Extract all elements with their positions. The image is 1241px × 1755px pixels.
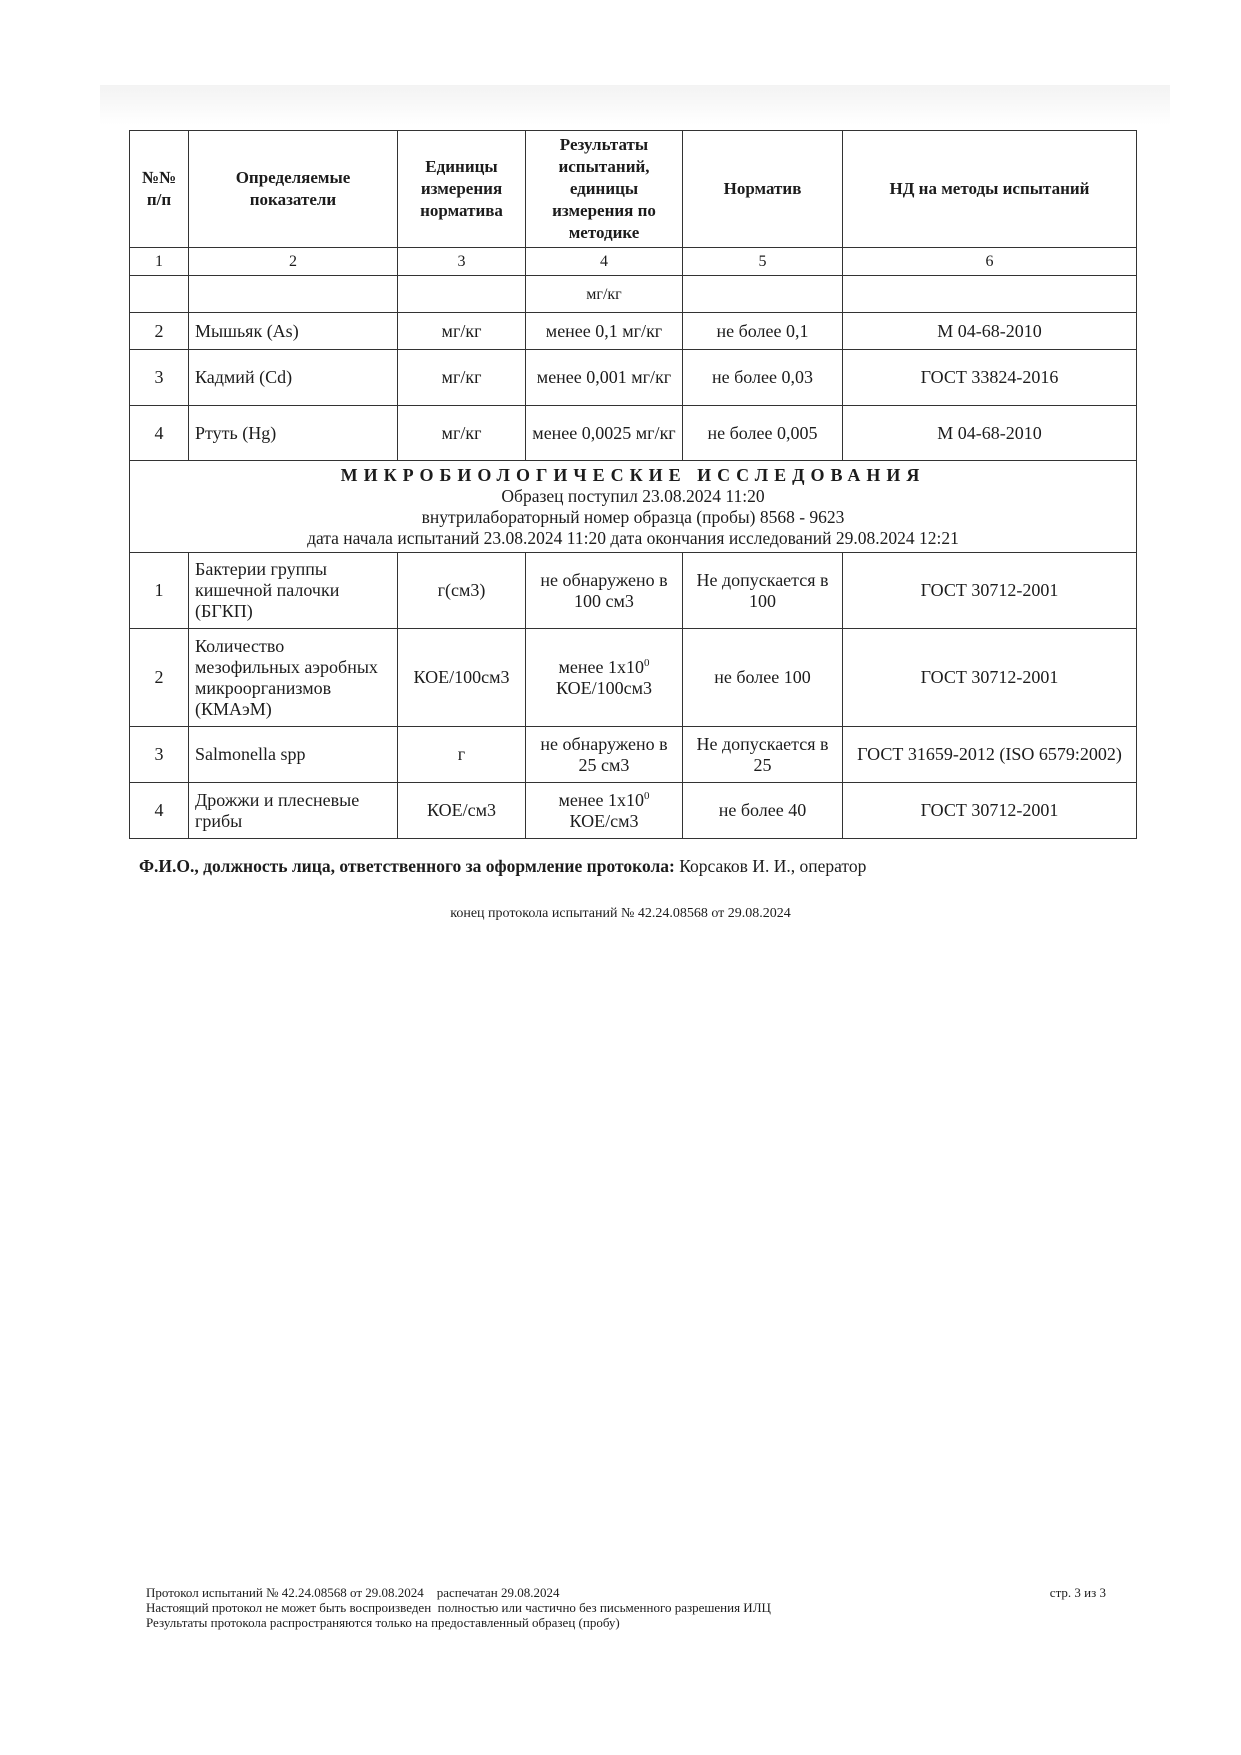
result-unit: КОЕ/100см3 bbox=[556, 677, 652, 698]
table-row bbox=[130, 553, 1137, 629]
column-number-row bbox=[130, 248, 1137, 276]
table-row bbox=[130, 350, 1137, 406]
row-result: не обнаружено в 100 см3 bbox=[526, 553, 683, 629]
table-row bbox=[130, 406, 1137, 461]
row-num: 4 bbox=[130, 783, 189, 839]
footer-scope-note: Результаты протокола распространяются только на предоставленный образец (пробу) bbox=[146, 1615, 620, 1630]
result-text: менее 1x10 bbox=[558, 656, 644, 677]
results-table bbox=[129, 130, 1137, 839]
result-exponent: 0 bbox=[644, 789, 650, 802]
row-num: 2 bbox=[130, 313, 189, 350]
lab-number: внутрилабораторный номер образца (пробы) 8568 - 9623 bbox=[421, 507, 845, 527]
row-num: 2 bbox=[130, 629, 189, 727]
row-result: менее 0,001 мг/кг bbox=[526, 350, 683, 406]
row-indicator: Дрожжи и плесневые грибы bbox=[189, 783, 398, 839]
micro-section bbox=[130, 461, 1137, 553]
result-unit: КОЕ/см3 bbox=[569, 810, 639, 831]
row-norm: Не допускается в 25 bbox=[683, 727, 843, 783]
row-indicator: Бактерии группы кишечной палочки (БГКП) bbox=[189, 553, 398, 629]
sample-received: Образец поступил 23.08.2024 11:20 bbox=[501, 486, 765, 506]
unit-row-value: мг/кг bbox=[526, 276, 683, 313]
row-indicator: Мышьяк (As) bbox=[189, 313, 398, 350]
page-number: стр. 3 из 3 bbox=[1049, 1585, 1106, 1600]
column-number: 1 bbox=[130, 248, 189, 276]
row-method: ГОСТ 30712-2001 bbox=[843, 783, 1137, 839]
header-results: Результаты испытаний, единицы измерения по методике bbox=[526, 131, 683, 248]
row-method: М 04-68-2010 bbox=[843, 313, 1137, 350]
row-unit: г(см3) bbox=[398, 553, 526, 629]
row-unit: г bbox=[398, 727, 526, 783]
footer-reproduction-note: Настоящий протокол не может быть воспроизведен полностью или частично без письменного разрешения ИЛЦ bbox=[146, 1600, 771, 1615]
row-method: ГОСТ 31659-2012 (ISO 6579:2002) bbox=[843, 727, 1137, 783]
row-method: М 04-68-2010 bbox=[843, 406, 1137, 461]
row-unit: КОЕ/100см3 bbox=[398, 629, 526, 727]
table-row bbox=[130, 313, 1137, 350]
row-result bbox=[526, 629, 683, 727]
table-row bbox=[130, 727, 1137, 783]
row-result bbox=[526, 783, 683, 839]
header-indicator: Определяемые показатели bbox=[189, 131, 398, 248]
row-unit: мг/кг bbox=[398, 313, 526, 350]
responsible-label: Ф.И.О., должность лица, ответственного за оформление протокола: bbox=[139, 856, 675, 876]
row-norm: не более 0,03 bbox=[683, 350, 843, 406]
column-number: 2 bbox=[189, 248, 398, 276]
header-num: №№ п/п bbox=[130, 131, 189, 248]
scan-shade bbox=[100, 85, 1170, 125]
table-row bbox=[130, 629, 1137, 727]
row-indicator: Кадмий (Cd) bbox=[189, 350, 398, 406]
protocol-end-note: конец протокола испытаний № 42.24.08568 от 29.08.2024 bbox=[450, 906, 791, 921]
test-dates: дата начала испытаний 23.08.2024 11:20 дата окончания исследований 29.08.2024 12:21 bbox=[307, 528, 959, 548]
column-number: 6 bbox=[843, 248, 1137, 276]
page-footer bbox=[146, 1585, 1106, 1630]
header-units: Единицы измерения норматива bbox=[398, 131, 526, 248]
row-indicator: Количество мезофильных аэробных микроорганизмов (КМАэМ) bbox=[189, 629, 398, 727]
row-num: 4 bbox=[130, 406, 189, 461]
row-method: ГОСТ 33824-2016 bbox=[843, 350, 1137, 406]
header-norm: Норматив bbox=[683, 131, 843, 248]
row-num: 1 bbox=[130, 553, 189, 629]
result-exponent: 0 bbox=[644, 656, 650, 669]
row-norm: Не допускается в 100 bbox=[683, 553, 843, 629]
column-number: 5 bbox=[683, 248, 843, 276]
responsible-person bbox=[139, 856, 866, 877]
unit-row bbox=[130, 276, 1137, 313]
row-num: 3 bbox=[130, 350, 189, 406]
column-number: 3 bbox=[398, 248, 526, 276]
row-result: не обнаружено в 25 см3 bbox=[526, 727, 683, 783]
row-method: ГОСТ 30712-2001 bbox=[843, 629, 1137, 727]
responsible-value: Корсаков И. И., оператор bbox=[679, 856, 867, 876]
section-title: МИКРОБИОЛОГИЧЕСКИЕ ИССЛЕДОВАНИЯ bbox=[340, 465, 926, 485]
row-result: менее 0,1 мг/кг bbox=[526, 313, 683, 350]
row-unit: мг/кг bbox=[398, 406, 526, 461]
table-row bbox=[130, 783, 1137, 839]
column-number: 4 bbox=[526, 248, 683, 276]
table-header-row bbox=[130, 131, 1137, 248]
row-unit: мг/кг bbox=[398, 350, 526, 406]
result-text: менее 1x10 bbox=[558, 789, 644, 810]
footer-protocol-line: Протокол испытаний № 42.24.08568 от 29.08.2024 распечатан 29.08.2024 bbox=[146, 1585, 560, 1600]
row-method: ГОСТ 30712-2001 bbox=[843, 553, 1137, 629]
row-result: менее 0,0025 мг/кг bbox=[526, 406, 683, 461]
row-unit: КОЕ/см3 bbox=[398, 783, 526, 839]
header-method: НД на методы испытаний bbox=[843, 131, 1137, 248]
row-norm: не более 100 bbox=[683, 629, 843, 727]
row-norm: не более 0,005 bbox=[683, 406, 843, 461]
section-row bbox=[130, 461, 1137, 553]
row-indicator: Ртуть (Hg) bbox=[189, 406, 398, 461]
row-num: 3 bbox=[130, 727, 189, 783]
row-norm: не более 0,1 bbox=[683, 313, 843, 350]
row-indicator: Salmonella spp bbox=[189, 727, 398, 783]
row-norm: не более 40 bbox=[683, 783, 843, 839]
